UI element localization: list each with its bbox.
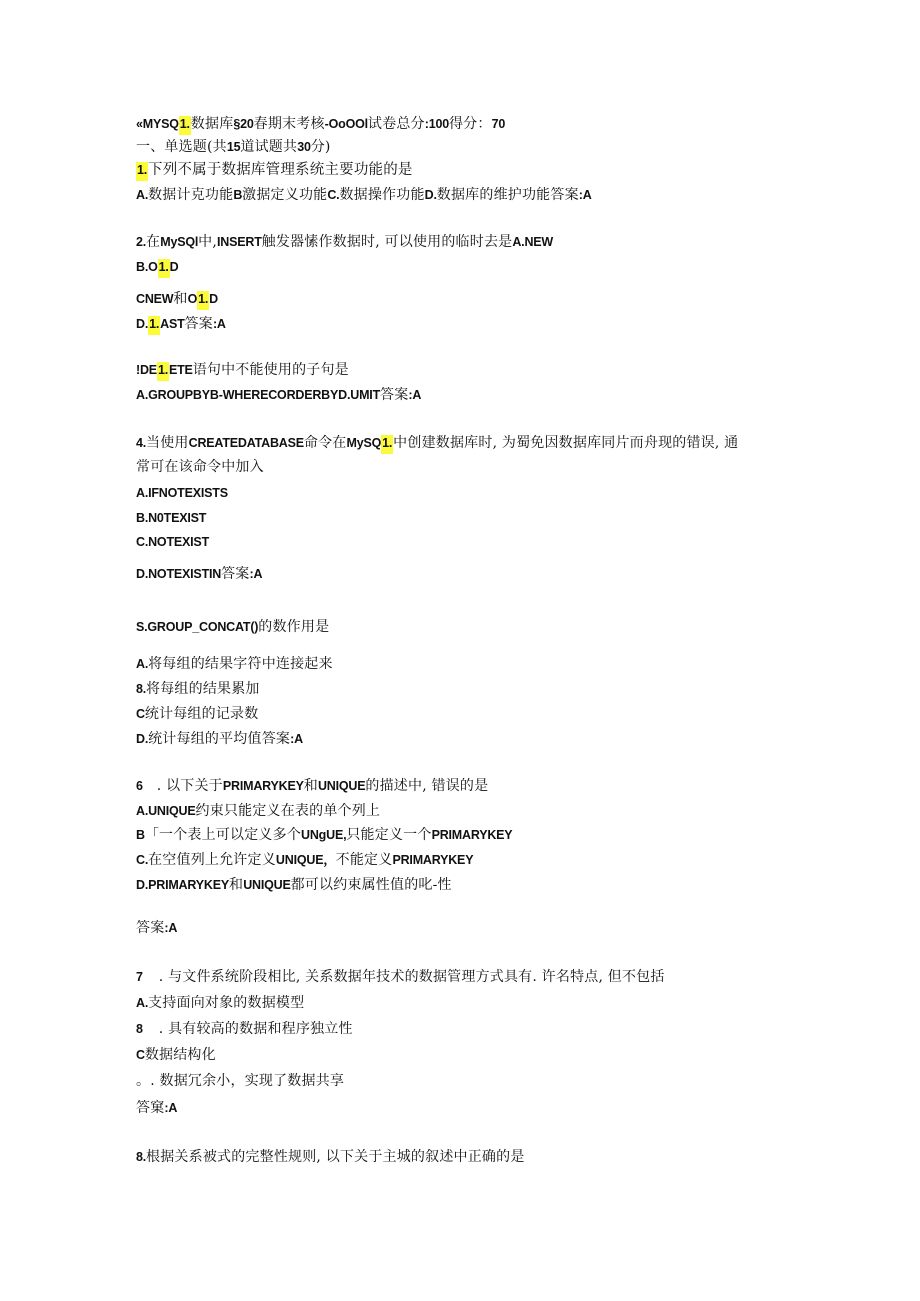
q7-option-b: 8 . 具有较高的数据和程序独立性 [136,1021,353,1037]
q5-option-b: 8.将每组的结果累加 [136,681,260,697]
q4-option-d: D.NOTEXISTIN答案:A [136,566,263,582]
q2-stem: 2.在MySQl中,INSERT触发器愫作数据时, 可以使用的临时去是A.NEW [136,234,554,250]
q5-option-c: C统计每组的记录数 [136,706,259,722]
q2-option-d: D.1.AST答案:A [136,315,226,333]
q4-stem: 4.当使用CREATEDATABASE命令在MySQ1.中创建数据库时, 为蜀免因数据库同片而舟现的错误, 通 [136,434,738,452]
q7-option-d: 。. 数据冗余小，实现了数据共享 [136,1073,345,1089]
q8-stem: 8.根据关系被式的完整性规则, 以下关于主城的叙述中正确的是 [136,1149,525,1165]
q6-option-d: D.PRIMARYKEY和UNIQUE都可以约束属性值的叱-性 [136,877,452,893]
header-course: «MYSQ [136,117,179,131]
q6-option-c: C.在空值列上允许定义UNIQUE，不能定义PRIMARYKEY [136,852,474,868]
q4-option-a: A.IFNOTEXISTS [136,486,228,500]
q1-number: 1. [136,162,148,181]
q1-options: A.数据计克功能B激据定义功能C.数据操作功能D.数据库的维护功能答案:A [136,187,592,203]
q4-stem-continued: 常可在该命令中加入 [136,459,264,475]
q6-stem: 6 . 以下关于PRIMARYKEY和UNIQUE的描述中, 错误的是 [136,778,489,794]
q5-option-a: A.将每组的结果字符中连接起来 [136,656,333,672]
header-score: 70 [491,117,506,131]
q6-option-b: B「一个表上可以定义多个UNgUE,只能定义一个PRIMARYKEY [136,827,513,843]
q6-answer: 答案:A [136,920,178,936]
exam-header: «MYSQ1.数据库§20春期末考核-OoOOl试卷总分:100得分：70 [136,115,505,133]
q5-option-d: D.统计每组的平均值答案:A [136,731,303,747]
q7-option-c: C数据结构化 [136,1047,216,1063]
q2-option-c: CNEW和O1.D [136,290,218,308]
q3-stem: !DE1.ETE语句中不能使用的子句是 [136,361,349,379]
q5-stem: S.GROUP_CONCAT()的数作用是 [136,619,330,635]
q7-stem: 7 . 与文件系统阶段相比, 关系数据年技术的数据管理方式具有. 许名特点, 但不包括 [136,969,665,985]
q4-option-c: C.NOTEXIST [136,535,210,549]
q1-stem: 1.下列不属于数据库管理系统主要功能的是 [136,161,413,179]
q2-option-b: B.O1.D [136,258,178,276]
q7-answer: 答窠:A [136,1100,178,1116]
q3-options: A.GROUPBYB-WHERECORDERBYD.UMIT答案:A [136,387,422,403]
section-title: 一、单选题(共15道试题共30分) [136,139,331,155]
header-highlight: 1. [179,116,191,135]
header-score-label: 得分： [448,116,492,132]
q6-option-a: A.UNIQUE约束只能定义在表的单个列上 [136,803,381,819]
q4-option-b: B.N0TEXIST [136,511,207,525]
q7-option-a: A.支持面向对象的数据模型 [136,995,305,1011]
